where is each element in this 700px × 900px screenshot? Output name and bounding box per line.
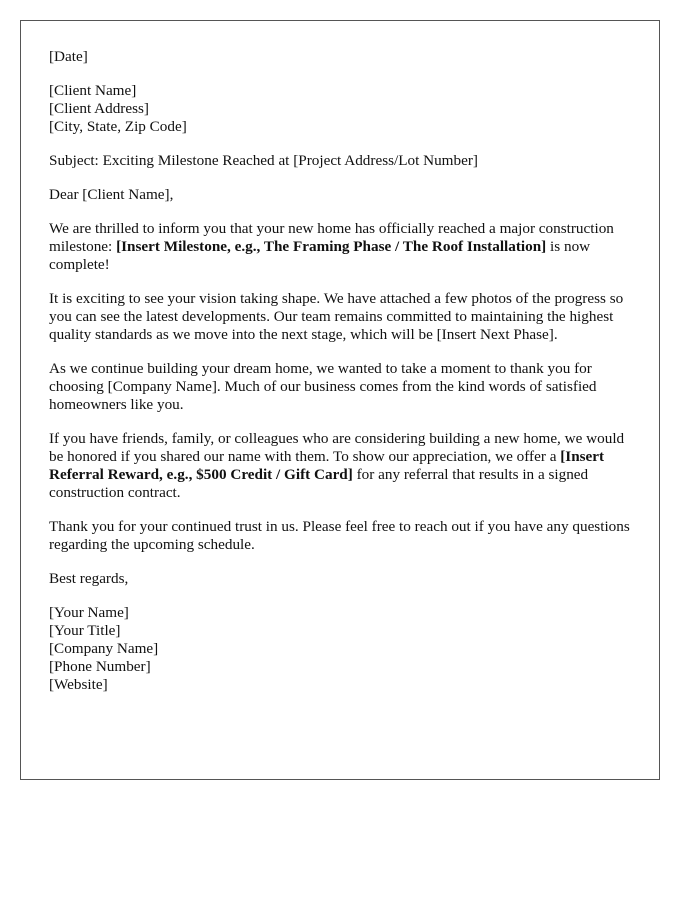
letter-page bbox=[20, 20, 660, 780]
paragraph-thanks: As we continue building your dream home, we wanted to take a moment to thank you for choosing [Company Name]. Much of our business comes from the kind words of satisfied homeowners like you. bbox=[49, 360, 597, 413]
signature-name: [Your Name] bbox=[49, 604, 129, 621]
signature-phone: [Phone Number] bbox=[49, 658, 151, 675]
client-address-block bbox=[49, 82, 631, 136]
salutation: Dear [Client Name], bbox=[49, 186, 174, 203]
milestone-placeholder: [Insert Milestone, e.g., The Framing Phase / The Roof Installation] bbox=[116, 238, 547, 255]
paragraph-milestone-end: is now complete! bbox=[49, 238, 591, 273]
signature-block bbox=[49, 604, 631, 694]
paragraph-referral bbox=[49, 430, 631, 502]
signature-company: [Company Name] bbox=[49, 640, 159, 657]
paragraph-closing-note: Thank you for your continued trust in us. Please feel free to reach out if you have any questions regarding the upcoming schedule. bbox=[49, 518, 630, 553]
paragraph-milestone-intro: We are thrilled to inform you that your new home has officially reached a major construction milestone: bbox=[49, 220, 614, 255]
date-line bbox=[49, 48, 631, 66]
client-name: [Client Name] bbox=[49, 82, 137, 99]
referral-reward-placeholder: [Insert Referral Reward, e.g., $500 Credit / Gift Card] bbox=[49, 448, 605, 483]
date-text: [Date] bbox=[49, 48, 88, 65]
signature-title: [Your Title] bbox=[49, 622, 121, 639]
paragraph-milestone bbox=[49, 220, 631, 274]
closing: Best regards, bbox=[49, 570, 129, 587]
client-address: [Client Address] bbox=[49, 100, 149, 117]
subject-line: Subject: Exciting Milestone Reached at [Project Address/Lot Number] bbox=[49, 152, 478, 169]
client-city: [City, State, Zip Code] bbox=[49, 118, 187, 135]
paragraph-progress: It is exciting to see your vision taking shape. We have attached a few photos of the progress so you can see the latest developments. Our team remains committed to maintaining the highest quality standards as we move into the next stage, which will be [Insert Next Phase]. bbox=[49, 290, 624, 343]
paragraph-referral-intro: If you have friends, family, or colleagues who are considering building a new home, we would be honored if you shared our name with them. To show our appreciation, we offer a bbox=[49, 430, 625, 465]
signature-website: [Website] bbox=[49, 676, 108, 693]
paragraph-referral-end: for any referral that results in a signed construction contract. bbox=[49, 466, 589, 501]
